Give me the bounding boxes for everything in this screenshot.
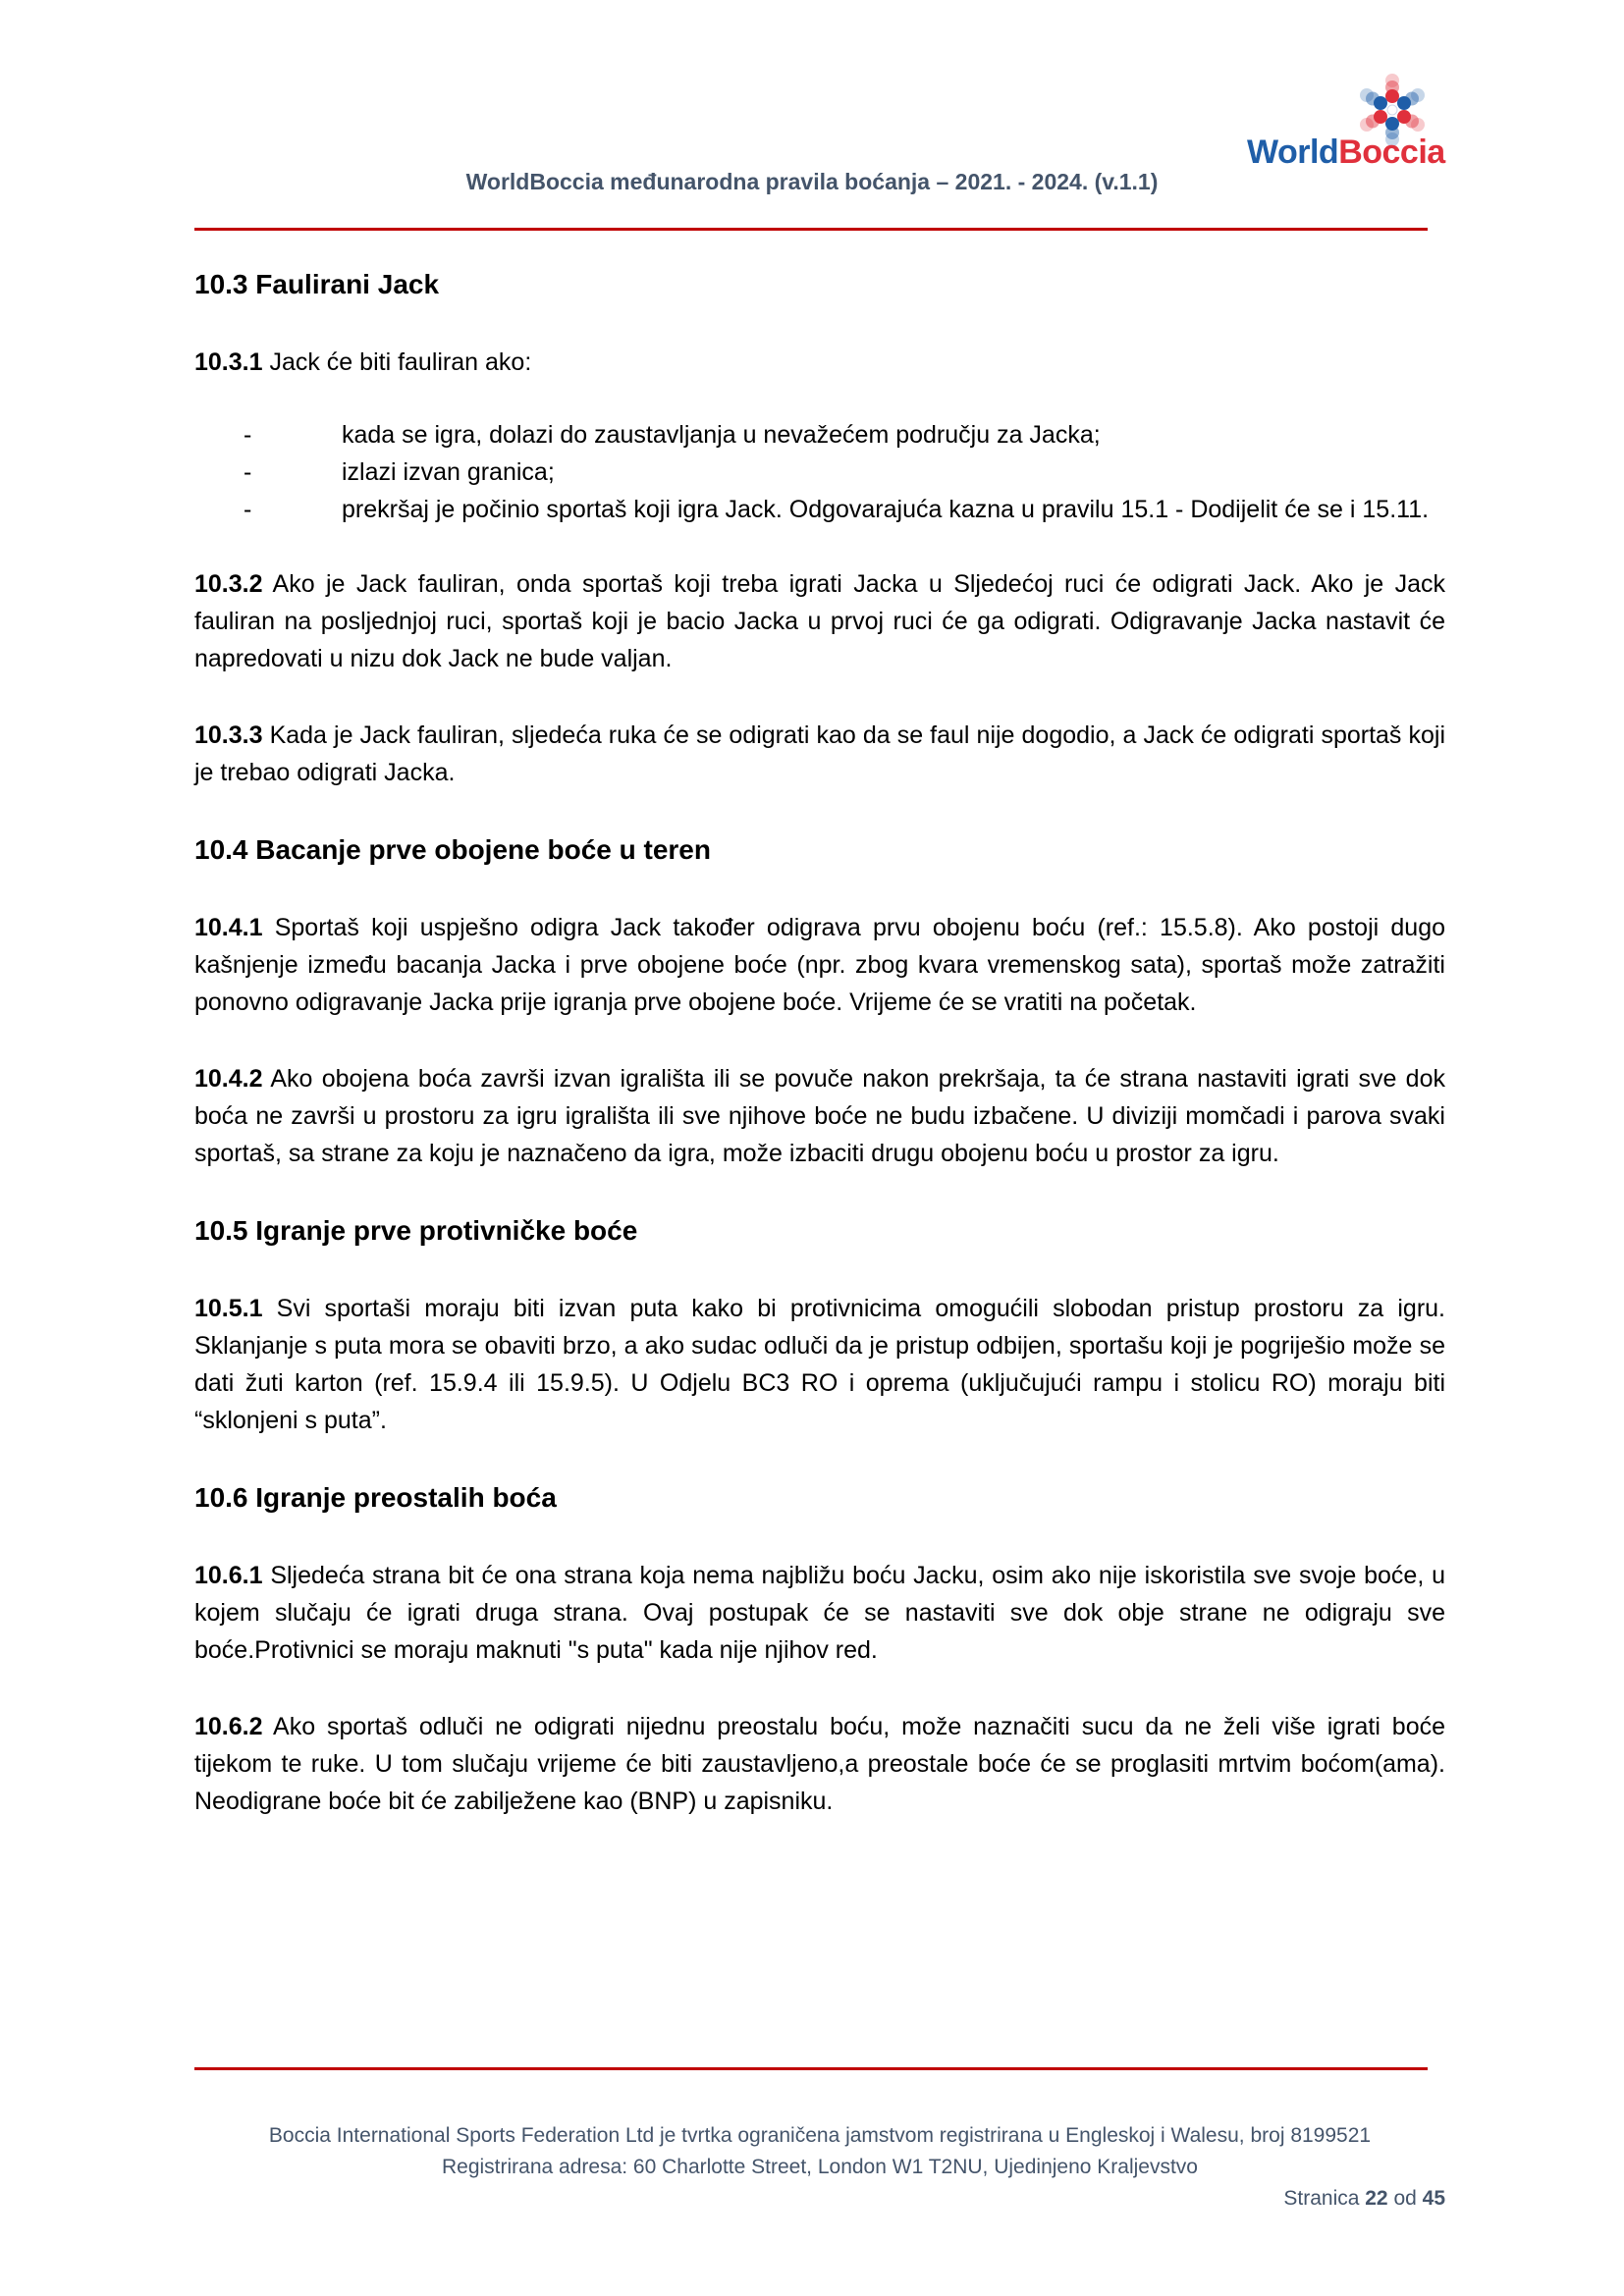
logo-word-world: World bbox=[1247, 133, 1339, 171]
logo-word-boccia: Boccia bbox=[1338, 133, 1445, 171]
section-heading-10-5: 10.5 Igranje prve protivničke boće bbox=[194, 1215, 638, 1246]
paragraph-10-4-2 bbox=[194, 1060, 1445, 1172]
paragraph-10-4-1 bbox=[194, 909, 1445, 1021]
footer-address: Registrirana adresa: 60 Charlotte Street, London W1 T2NU, Ujedinjeno Kraljevstvo bbox=[441, 2156, 1198, 2178]
page-total: 45 bbox=[1422, 2187, 1445, 2210]
header-divider bbox=[194, 228, 1428, 231]
clause-number: 10.3.3 bbox=[194, 721, 263, 749]
list-item-text: izlazi izvan granica; bbox=[342, 458, 555, 486]
clause-text: Ako obojena boća završi izvan igrališta ili se povuče nakon prekršaja, ta će strana nastaviti igrati sve dok boća ne završi u prostoru za igru igrališta ili sve njihove boće ne budu izbačene. U diviziji momčadi i parova svaki sportaš, sa strane za koju je naznačeno da igra, može izbaciti drugu obojenu boću u prostor za igru. bbox=[194, 1065, 1445, 1167]
logo-wordmark bbox=[1247, 133, 1445, 172]
clause-number: 10.5.1 bbox=[194, 1295, 263, 1322]
document-header-title: WorldBoccia međunarodna pravila boćanja – 2021. - 2024. (v.1.1) bbox=[465, 169, 1159, 194]
clause-text: Svi sportaši moraju biti izvan puta kako bi protivnicima omogućili slobodan pristup prostoru za igru. Sklanjanje s puta mora se obaviti brzo, a ako sudac odluči da je pristup odbijen, sportašu koji je pogriješio može se dati žuti karton (ref. 15.9.4 ili 15.9.5). U Odjelu BC3 RO i oprema (uključujući rampu i stolicu RO) moraju biti “sklonjeni s puta”. bbox=[194, 1295, 1445, 1434]
clause-text: Kada je Jack fauliran, sljedeća ruka će se odigrati kao da se faul nije dogodio, a Jack će odigrati sportaš koji je trebao odigrati Jacka. bbox=[194, 721, 1445, 786]
clause-number: 10.6.2 bbox=[194, 1713, 263, 1740]
clause-text: Jack će biti fauliran ako: bbox=[262, 348, 532, 376]
paragraph-10-6-1 bbox=[194, 1557, 1445, 1669]
clause-number: 10.6.1 bbox=[194, 1562, 263, 1589]
page-footer bbox=[194, 2120, 1445, 2215]
footer-company-info: Boccia International Sports Federation Ltd je tvrtka ograničena jamstvom registrirana u Engleskoj i Walesu, broj 8199521 bbox=[268, 2124, 1372, 2147]
list-item bbox=[194, 416, 1445, 454]
page-of-label: od bbox=[1387, 2187, 1423, 2210]
clause-number: 10.3.1 bbox=[194, 348, 263, 376]
clause-number: 10.4.1 bbox=[194, 914, 263, 941]
list-item bbox=[194, 491, 1445, 528]
clause-text: Sportaš koji uspješno odigra Jack također odigrava prvu obojenu boću (ref.: 15.5.8). Ako postoji dugo kašnjenje između bacanja Jacka i prve obojene boće (npr. zbog kvara vremenskog sata), sportaš može zatražiti ponovno odigravanje Jacka prije igranja prve obojene boće. Vrijeme će se vratiti na početak. bbox=[194, 914, 1445, 1016]
paragraph-10-3-2 bbox=[194, 565, 1445, 677]
worldboccia-logo bbox=[1239, 73, 1455, 181]
clause-number: 10.4.2 bbox=[194, 1065, 263, 1093]
paragraph-10-3-1 bbox=[194, 344, 1445, 381]
clause-text: Ako je Jack fauliran, onda sportaš koji treba igrati Jacka u Sljedećoj ruci će odigrati Jack. Ako je Jack fauliran na posljednjoj ruci, sportaš koji je bacio Jacka u prvoj ruci će ga odigrati. Odigravanje Jacka nastavit će napredovati u nizu dok Jack ne bude valjan. bbox=[194, 570, 1445, 672]
page-number bbox=[194, 2183, 1445, 2215]
clause-number: 10.3.2 bbox=[194, 570, 263, 598]
list-item bbox=[194, 454, 1445, 491]
footer-divider bbox=[194, 2067, 1428, 2070]
document-body bbox=[194, 265, 1445, 1859]
dash-bullet: - bbox=[244, 496, 252, 523]
section-heading-10-4: 10.4 Bacanje prve obojene boće u teren bbox=[194, 834, 711, 865]
section-heading-10-3: 10.3 Faulirani Jack bbox=[194, 269, 440, 299]
section-heading-10-6: 10.6 Igranje preostalih boća bbox=[194, 1482, 557, 1513]
paragraph-10-5-1 bbox=[194, 1290, 1445, 1439]
clause-text: Ako sportaš odluči ne odigrati nijednu preostalu boću, može naznačiti sucu da ne želi više igrati boće tijekom te ruke. U tom slučaju vrijeme će biti zaustavljeno,a preostale boće će se proglasiti mrtvim boćom(ama). Neodigrane boće bit će zabilježene kao (BNP) u zapisniku. bbox=[194, 1713, 1445, 1815]
dash-bullet: - bbox=[244, 421, 252, 449]
list-item-text: kada se igra, dolazi do zaustavljanja u nevažećem području za Jacka; bbox=[342, 421, 1101, 449]
list-item-text: prekršaj je počinio sportaš koji igra Jack. Odgovarajuća kazna u pravilu 15.1 - Dodijelit će se i 15.11. bbox=[342, 496, 1430, 523]
paragraph-10-3-3 bbox=[194, 717, 1445, 791]
page-label: Stranica bbox=[1283, 2187, 1366, 2210]
paragraph-10-6-2 bbox=[194, 1708, 1445, 1820]
clause-text: Sljedeća strana bit će ona strana koja nema najbližu boću Jacku, osim ako nije iskoristila sve svoje boće, u kojem slučaju će igrati druga strana. Ovaj postupak će se nastaviti sve dok obje strane ne odigraju sve boće.Protivnici se moraju maknuti "s puta" kada nije njihov red. bbox=[194, 1562, 1445, 1664]
foul-conditions-list bbox=[194, 416, 1445, 528]
page-current: 22 bbox=[1365, 2187, 1388, 2210]
dash-bullet: - bbox=[244, 458, 252, 486]
